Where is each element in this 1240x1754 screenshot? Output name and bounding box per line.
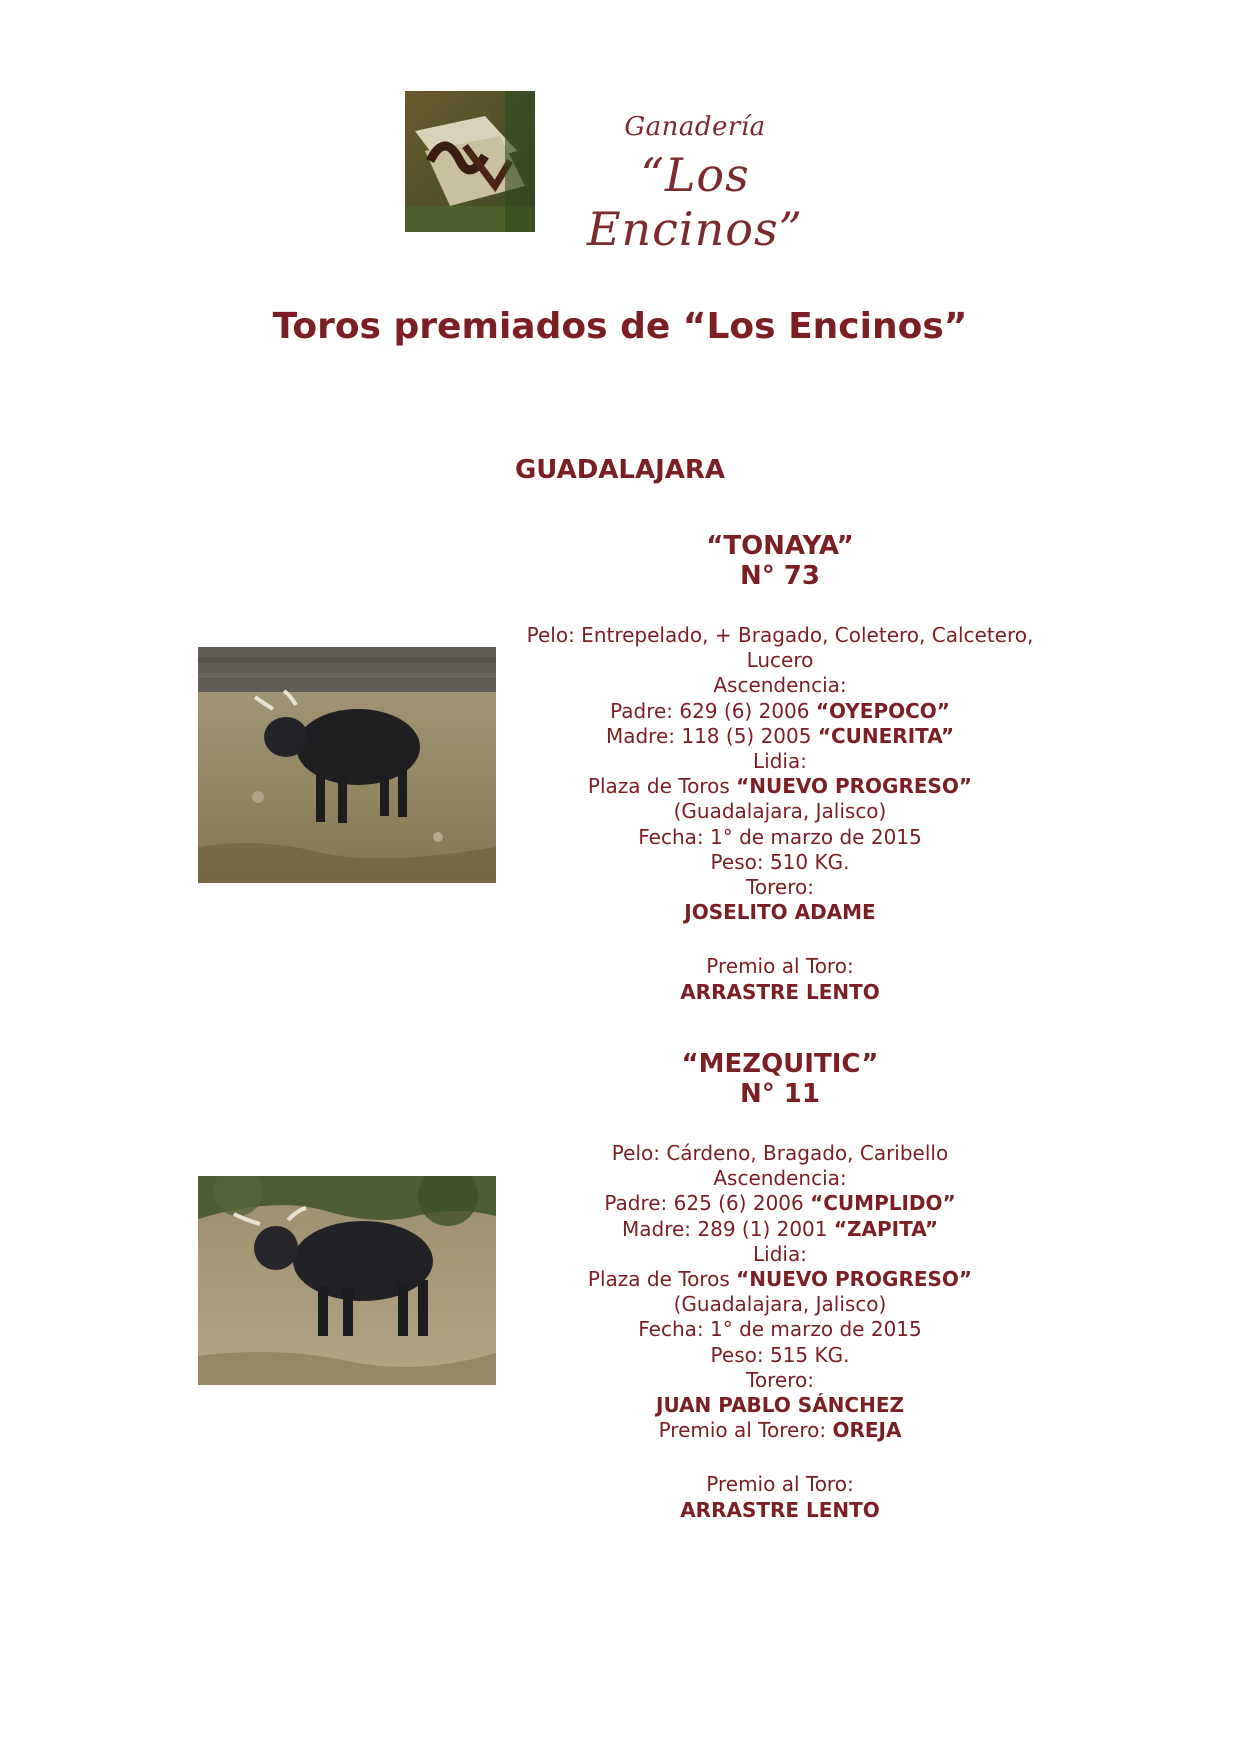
bull-fecha: Fecha: 1° de marzo de 2015 bbox=[638, 824, 922, 849]
bull-photo-tonaya bbox=[198, 647, 496, 883]
bull-peso: Peso: 510 KG. bbox=[710, 849, 850, 874]
page-title: Toros premiados de “Los Encinos” bbox=[272, 306, 968, 347]
premio-toro: ARRASTRE LENTO bbox=[680, 1497, 880, 1522]
bull-torero: JUAN PABLO SÁNCHEZ bbox=[656, 1393, 904, 1418]
premio-toro: ARRASTRE LENTO bbox=[680, 979, 880, 1004]
bull-name: “MEZQUITIC” bbox=[681, 1049, 879, 1079]
bull-madre bbox=[520, 724, 1040, 749]
plaza-label: Plaza de Toros bbox=[587, 1267, 737, 1292]
bull-torero: JOSELITO ADAME bbox=[684, 900, 876, 925]
plaza-name: “NUEVO PROGRESO” bbox=[736, 1267, 973, 1292]
bull-location: (Guadalajara, Jalisco) bbox=[673, 799, 887, 824]
bull-pelo-cont: Lucero bbox=[746, 648, 814, 673]
section-title: GUADALAJARA bbox=[514, 455, 726, 485]
premio-toro-label: Premio al Toro: bbox=[706, 1472, 854, 1497]
bull-location: (Guadalajara, Jalisco) bbox=[673, 1292, 887, 1317]
bull-plaza bbox=[520, 1267, 1040, 1292]
premio-torero-value: OREJA bbox=[832, 1418, 902, 1443]
bull-torero-label: Torero: bbox=[746, 875, 814, 900]
madre-label: Madre: 289 (1) 2001 bbox=[622, 1216, 834, 1241]
padre-name: “CUMPLIDO” bbox=[810, 1191, 956, 1216]
madre-name: “CUNERITA” bbox=[817, 723, 955, 748]
bull-lidia-label: Lidia: bbox=[753, 749, 807, 774]
logo-line-ganaderia: Ganadería bbox=[624, 112, 766, 142]
plaza-name: “NUEVO PROGRESO” bbox=[736, 774, 973, 799]
bull-number: N° 11 bbox=[740, 1079, 820, 1109]
bull-peso: Peso: 515 KG. bbox=[710, 1342, 850, 1367]
bull-fecha: Fecha: 1° de marzo de 2015 bbox=[638, 1317, 922, 1342]
bull-padre bbox=[520, 699, 1040, 724]
bull-plaza bbox=[520, 774, 1040, 799]
bull-torero-label: Torero: bbox=[746, 1367, 814, 1392]
bull-card-tonaya bbox=[520, 531, 1040, 1005]
premio-torero bbox=[520, 1418, 1040, 1443]
premio-toro-label: Premio al Toro: bbox=[706, 954, 854, 979]
padre-name: “OYEPOCO” bbox=[815, 698, 950, 723]
plaza-label: Plaza de Toros bbox=[587, 774, 737, 799]
premio-torero-label: Premio al Torero: bbox=[658, 1418, 833, 1443]
bull-name: “TONAYA” bbox=[706, 531, 854, 561]
bull-madre bbox=[520, 1217, 1040, 1242]
bull-pelo: Pelo: Cárdeno, Bragado, Caribello bbox=[611, 1141, 949, 1165]
madre-name: “ZAPITA” bbox=[833, 1216, 938, 1241]
bull-photo-mezquitic bbox=[198, 1176, 496, 1385]
logo-image bbox=[405, 91, 535, 232]
bull-lidia-label: Lidia: bbox=[753, 1241, 807, 1266]
padre-label: Padre: 629 (6) 2006 bbox=[610, 698, 816, 723]
bull-ascendencia-label: Ascendencia: bbox=[713, 673, 847, 698]
bull-ascendencia-label: Ascendencia: bbox=[713, 1166, 847, 1191]
padre-label: Padre: 625 (6) 2006 bbox=[604, 1191, 811, 1216]
bull-pelo: Pelo: Entrepelado, + Bragado, Coletero, Calcetero, bbox=[526, 623, 1034, 647]
bull-number: N° 73 bbox=[740, 561, 820, 591]
bull-padre bbox=[520, 1191, 1040, 1216]
logo-line-los-encinos: “Los Encinos” bbox=[586, 148, 804, 256]
logo-wordmark bbox=[535, 100, 855, 256]
madre-label: Madre: 118 (5) 2005 bbox=[605, 723, 818, 748]
bull-card-mezquitic bbox=[520, 1049, 1040, 1523]
